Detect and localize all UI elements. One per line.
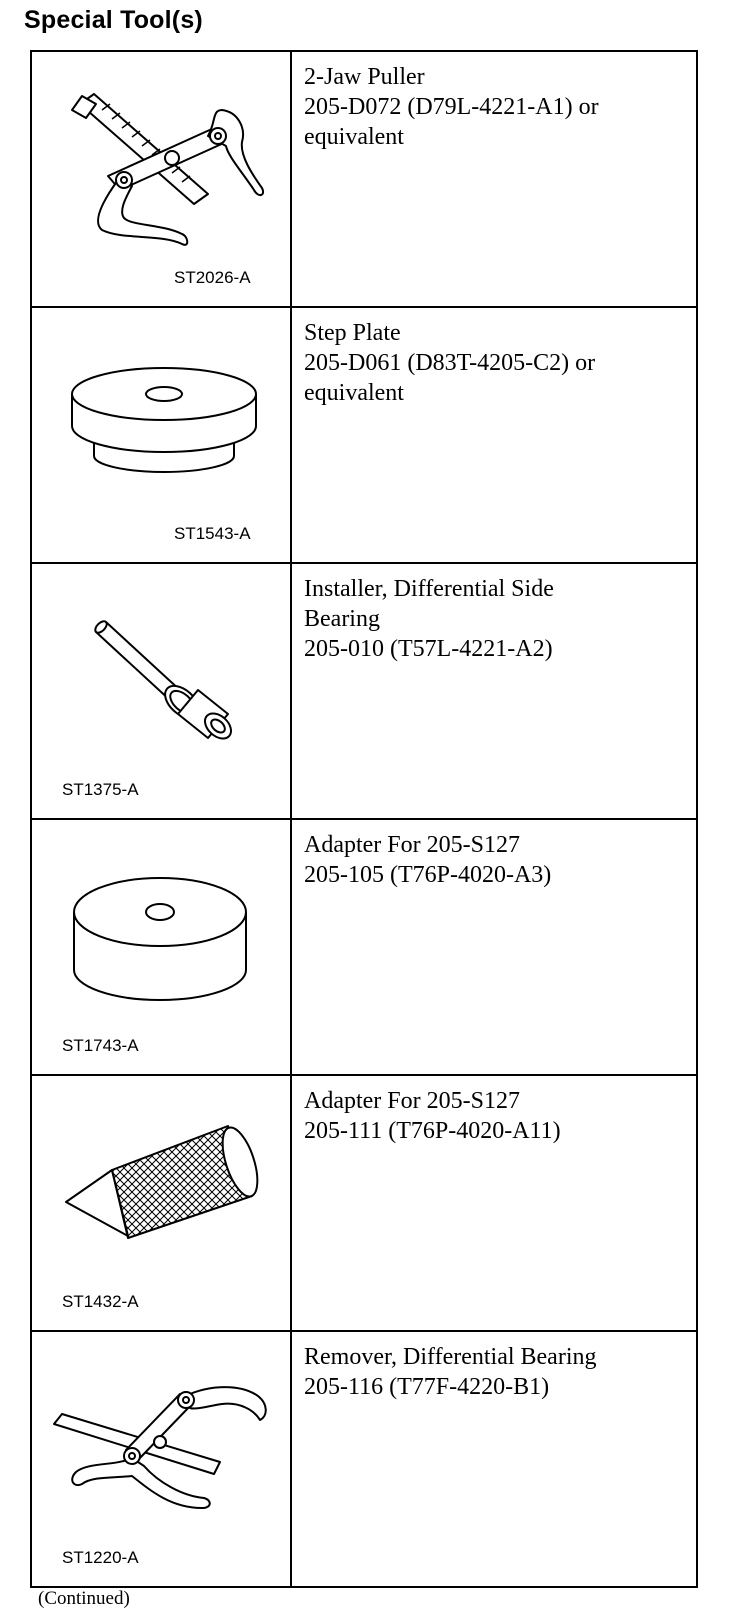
tool-image-cell (31, 563, 291, 819)
two-jaw-puller-icon (32, 52, 290, 300)
bearing-installer-icon (32, 564, 290, 812)
tool-row (31, 563, 697, 819)
tool-note: equivalent (304, 124, 404, 150)
tool-description (291, 1331, 697, 1587)
tool-number: 205-111 (T76P-4020-A11) (304, 1118, 561, 1144)
tool-image-code: ST1543-A (174, 524, 251, 543)
tool-number: 205-105 (T76P-4020-A3) (304, 862, 552, 888)
tool-name: Step Plate (304, 320, 401, 346)
tool-name: 2-Jaw Puller (304, 64, 425, 90)
knurled-adapter-icon (32, 1076, 290, 1324)
tool-description (291, 819, 697, 1075)
tool-image-code: ST1432-A (62, 1292, 139, 1311)
tool-description (291, 307, 697, 563)
tool-description (291, 1075, 697, 1331)
tool-name: Adapter For 205-S127 (304, 832, 520, 858)
bearing-remover-icon (32, 1332, 290, 1580)
tool-image-cell (31, 307, 291, 563)
tool-name: Adapter For 205-S127 (304, 1088, 520, 1114)
tool-row (31, 819, 697, 1075)
tool-image-cell (31, 1075, 291, 1331)
step-plate-icon (32, 308, 290, 556)
tool-name: Installer, Differential Side (304, 576, 554, 602)
adapter-disc-icon (32, 820, 290, 1068)
tool-row (31, 1075, 697, 1331)
tool-number: 205-010 (T57L-4221-A2) (304, 636, 553, 662)
tool-row (31, 1331, 697, 1587)
page-title: Special Tool(s) (24, 6, 203, 34)
tool-row (31, 307, 697, 563)
tool-description (291, 51, 697, 307)
tool-image-code: ST2026-A (174, 268, 251, 287)
tool-image-cell (31, 51, 291, 307)
tool-name-continued: Bearing (304, 606, 380, 632)
tool-number: 205-116 (T77F-4220-B1) (304, 1374, 550, 1400)
special-tools-table (30, 50, 698, 1588)
tool-image-code: ST1220-A (62, 1548, 139, 1567)
tool-number: 205-D061 (D83T-4205-C2) or (304, 350, 596, 376)
tool-note: equivalent (304, 380, 404, 406)
tool-image-cell (31, 1331, 291, 1587)
continued-note: (Continued) (38, 1588, 130, 1609)
tool-image-code: ST1743-A (62, 1036, 139, 1055)
tool-image-cell (31, 819, 291, 1075)
tool-name: Remover, Differential Bearing (304, 1344, 597, 1370)
tool-image-code: ST1375-A (62, 780, 139, 799)
tool-description (291, 563, 697, 819)
tool-row (31, 51, 697, 307)
tool-number: 205-D072 (D79L-4221-A1) or (304, 94, 599, 120)
